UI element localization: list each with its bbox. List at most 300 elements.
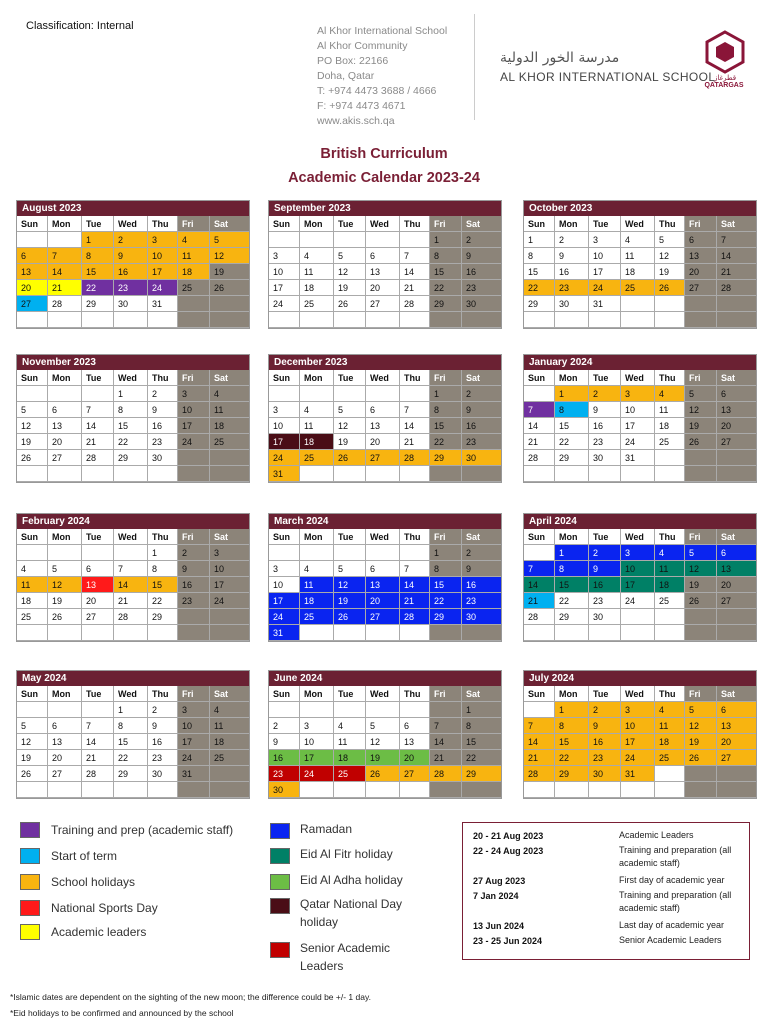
school-address-block: [317, 24, 447, 129]
day-cell: 6: [366, 248, 400, 264]
empty-cell: [621, 782, 655, 798]
day-cell: 15: [524, 264, 555, 280]
day-cell: 12: [17, 734, 48, 750]
empty-cell: [430, 312, 462, 328]
day-cell: 19: [334, 434, 366, 450]
day-cell: 23: [462, 280, 501, 296]
day-cell: 8: [430, 248, 462, 264]
month-9: [16, 670, 250, 799]
empty-cell: [524, 312, 555, 328]
day-header: Tue: [334, 370, 366, 386]
day-cell: 6: [366, 402, 400, 418]
day-cell: 9: [114, 248, 148, 264]
day-cell: 30: [114, 296, 148, 312]
day-cell: 15: [430, 577, 462, 593]
empty-cell: [717, 782, 756, 798]
day-cell: 14: [82, 734, 114, 750]
day-cell: 28: [400, 296, 430, 312]
day-cell: 20: [717, 418, 756, 434]
day-cell: 9: [462, 561, 501, 577]
legend-swatch: [20, 874, 40, 890]
month-days-grid: [524, 686, 756, 798]
empty-cell: [334, 625, 366, 641]
day-cell: 14: [524, 577, 555, 593]
day-cell: 14: [400, 264, 430, 280]
day-cell: 3: [621, 545, 655, 561]
day-cell: 15: [114, 734, 148, 750]
key-date: 13 Jun 2024: [473, 921, 525, 931]
day-cell: 25: [655, 434, 685, 450]
empty-cell: [366, 312, 400, 328]
month-days-grid: [269, 216, 501, 328]
day-cell: 5: [334, 248, 366, 264]
empty-cell: [685, 609, 717, 625]
day-cell: 28: [717, 280, 756, 296]
legend-swatch: [270, 942, 290, 958]
day-header: Sat: [210, 529, 249, 545]
day-cell: 15: [430, 418, 462, 434]
day-cell: 29: [430, 450, 462, 466]
day-cell: 3: [621, 702, 655, 718]
empty-cell: [300, 386, 334, 402]
day-cell: 12: [334, 418, 366, 434]
empty-cell: [17, 386, 48, 402]
day-cell: 3: [269, 402, 300, 418]
empty-cell: [269, 232, 300, 248]
day-cell: 16: [462, 577, 501, 593]
empty-cell: [400, 782, 430, 798]
day-header: Tue: [589, 529, 621, 545]
day-cell: 4: [655, 702, 685, 718]
day-cell: 16: [269, 750, 300, 766]
day-cell: 7: [82, 402, 114, 418]
day-cell: 3: [210, 545, 249, 561]
school-arabic-name: مدرسة الخور الدولية: [500, 50, 620, 66]
day-cell: 28: [400, 609, 430, 625]
empty-cell: [148, 312, 178, 328]
empty-cell: [366, 386, 400, 402]
day-cell: 8: [82, 248, 114, 264]
day-cell: 26: [17, 766, 48, 782]
day-cell: 1: [430, 386, 462, 402]
empty-cell: [82, 466, 114, 482]
day-cell: 25: [300, 296, 334, 312]
day-cell: 14: [114, 577, 148, 593]
day-cell: 18: [655, 418, 685, 434]
key-date-label: Training and preparation (all academic staff): [619, 890, 732, 913]
day-cell: 9: [148, 718, 178, 734]
day-header: Sun: [524, 529, 555, 545]
day-cell: 8: [524, 248, 555, 264]
empty-cell: [300, 702, 334, 718]
month-0: [16, 200, 250, 329]
month-7: [268, 513, 502, 642]
legend-label: Start of term: [51, 849, 118, 863]
day-cell: 25: [300, 450, 334, 466]
day-cell: 30: [148, 450, 178, 466]
day-cell: 30: [462, 609, 501, 625]
empty-cell: [48, 466, 82, 482]
day-cell: 3: [589, 232, 621, 248]
empty-cell: [555, 466, 589, 482]
day-cell: 31: [621, 450, 655, 466]
day-cell: 28: [400, 450, 430, 466]
day-header: Thu: [148, 370, 178, 386]
day-cell: 2: [148, 386, 178, 402]
day-cell: 8: [430, 402, 462, 418]
day-cell: 12: [685, 561, 717, 577]
day-cell: 2: [555, 232, 589, 248]
day-cell: 24: [178, 750, 210, 766]
day-header: Tue: [589, 686, 621, 702]
day-header: Mon: [555, 370, 589, 386]
day-header: Wed: [114, 216, 148, 232]
day-cell: 17: [269, 434, 300, 450]
day-header: Tue: [82, 686, 114, 702]
day-cell: 31: [621, 766, 655, 782]
day-cell: 1: [430, 232, 462, 248]
day-cell: 21: [82, 434, 114, 450]
empty-cell: [300, 545, 334, 561]
day-cell: 12: [48, 577, 82, 593]
day-cell: 15: [114, 418, 148, 434]
day-cell: 24: [621, 593, 655, 609]
day-cell: 21: [524, 593, 555, 609]
empty-cell: [717, 609, 756, 625]
day-cell: 3: [269, 561, 300, 577]
day-header: Sat: [462, 370, 501, 386]
day-cell: 25: [210, 750, 249, 766]
empty-cell: [717, 296, 756, 312]
day-cell: 27: [17, 296, 48, 312]
empty-cell: [17, 312, 48, 328]
day-cell: 2: [462, 545, 501, 561]
day-cell: 23: [269, 766, 300, 782]
day-cell: 26: [17, 450, 48, 466]
day-cell: 23: [462, 593, 501, 609]
day-cell: 20: [82, 593, 114, 609]
day-header: Thu: [400, 686, 430, 702]
day-cell: 14: [48, 264, 82, 280]
empty-cell: [400, 702, 430, 718]
month-1: [268, 200, 502, 329]
day-cell: 28: [82, 766, 114, 782]
day-cell: 8: [462, 718, 501, 734]
day-cell: 6: [717, 545, 756, 561]
day-header: Fri: [685, 529, 717, 545]
day-cell: 12: [17, 418, 48, 434]
day-cell: 3: [621, 386, 655, 402]
day-cell: 20: [366, 593, 400, 609]
day-cell: 25: [210, 434, 249, 450]
month-days-grid: [17, 686, 249, 798]
day-cell: 5: [334, 402, 366, 418]
empty-cell: [400, 545, 430, 561]
month-title: January 2024: [524, 355, 756, 370]
day-cell: 28: [524, 609, 555, 625]
empty-cell: [210, 466, 249, 482]
empty-cell: [462, 782, 501, 798]
day-header: Fri: [430, 370, 462, 386]
day-cell: 5: [655, 232, 685, 248]
legend-label: School holidays: [51, 875, 136, 889]
day-cell: 19: [17, 434, 48, 450]
day-header: Sun: [524, 370, 555, 386]
day-cell: 10: [300, 734, 334, 750]
day-cell: 25: [178, 280, 210, 296]
page-title: British Curriculum: [320, 146, 448, 162]
day-cell: 11: [621, 248, 655, 264]
day-header: Tue: [589, 216, 621, 232]
month-title: June 2024: [269, 671, 501, 686]
day-cell: 21: [430, 750, 462, 766]
empty-cell: [655, 782, 685, 798]
day-cell: 21: [400, 434, 430, 450]
month-days-grid: [524, 216, 756, 328]
empty-cell: [524, 782, 555, 798]
day-header: Fri: [178, 216, 210, 232]
day-cell: 13: [717, 718, 756, 734]
day-cell: 5: [366, 718, 400, 734]
empty-cell: [82, 702, 114, 718]
empty-cell: [178, 609, 210, 625]
empty-cell: [621, 609, 655, 625]
empty-cell: [555, 782, 589, 798]
day-header: Wed: [366, 216, 400, 232]
website-link[interactable]: www.akis.sch.qa: [317, 115, 395, 127]
day-cell: 7: [48, 248, 82, 264]
month-days-grid: [269, 686, 501, 798]
day-cell: 8: [114, 718, 148, 734]
empty-cell: [17, 782, 48, 798]
empty-cell: [621, 466, 655, 482]
empty-cell: [114, 466, 148, 482]
day-cell: 1: [114, 702, 148, 718]
day-cell: 11: [300, 264, 334, 280]
day-cell: 15: [555, 418, 589, 434]
day-header: Wed: [114, 529, 148, 545]
day-cell: 31: [269, 625, 300, 641]
day-cell: 19: [334, 593, 366, 609]
day-cell: 9: [269, 734, 300, 750]
day-cell: 17: [300, 750, 334, 766]
day-header: Sun: [269, 216, 300, 232]
legend-swatch: [270, 898, 290, 914]
empty-cell: [524, 625, 555, 641]
day-cell: 16: [462, 264, 501, 280]
day-cell: 17: [178, 734, 210, 750]
empty-cell: [400, 625, 430, 641]
key-date: 27 Aug 2023: [473, 876, 526, 886]
empty-cell: [300, 232, 334, 248]
day-cell: 6: [717, 386, 756, 402]
day-header: Mon: [300, 529, 334, 545]
day-header: Fri: [430, 216, 462, 232]
day-cell: 24: [269, 450, 300, 466]
day-header: Tue: [334, 216, 366, 232]
empty-cell: [148, 625, 178, 641]
day-header: Tue: [82, 529, 114, 545]
day-cell: 18: [621, 264, 655, 280]
month-10: [268, 670, 502, 799]
day-cell: 3: [148, 232, 178, 248]
empty-cell: [178, 450, 210, 466]
empty-cell: [334, 312, 366, 328]
day-cell: 1: [82, 232, 114, 248]
empty-cell: [334, 232, 366, 248]
day-cell: 1: [524, 232, 555, 248]
empty-cell: [400, 386, 430, 402]
day-cell: 18: [210, 418, 249, 434]
logo-arabic-text: قطرغاز: [713, 74, 737, 82]
day-cell: 19: [655, 264, 685, 280]
day-cell: 17: [269, 280, 300, 296]
footnote-eid: *Eid holidays to be confirmed and announced by the school: [10, 1008, 234, 1018]
month-title: October 2023: [524, 201, 756, 216]
empty-cell: [430, 782, 462, 798]
day-cell: 6: [366, 561, 400, 577]
day-header: Sat: [462, 216, 501, 232]
day-cell: 26: [334, 609, 366, 625]
key-date-label: Last day of academic year: [619, 920, 725, 930]
empty-cell: [114, 625, 148, 641]
day-header: Fri: [178, 370, 210, 386]
day-cell: 14: [430, 734, 462, 750]
empty-cell: [717, 625, 756, 641]
day-cell: 18: [300, 593, 334, 609]
day-cell: 26: [685, 593, 717, 609]
month-6: [16, 513, 250, 642]
day-cell: 24: [178, 434, 210, 450]
empty-cell: [462, 312, 501, 328]
day-cell: 20: [717, 734, 756, 750]
day-cell: 29: [82, 296, 114, 312]
day-header: Thu: [400, 216, 430, 232]
empty-cell: [210, 766, 249, 782]
empty-cell: [210, 296, 249, 312]
day-cell: 20: [400, 750, 430, 766]
day-cell: 8: [555, 718, 589, 734]
day-cell: 5: [17, 718, 48, 734]
day-header: Thu: [655, 686, 685, 702]
day-header: Fri: [685, 686, 717, 702]
empty-cell: [400, 232, 430, 248]
day-cell: 10: [178, 718, 210, 734]
day-cell: 11: [300, 577, 334, 593]
day-cell: 12: [655, 248, 685, 264]
day-header: Sat: [717, 529, 756, 545]
day-cell: 11: [655, 561, 685, 577]
day-cell: 22: [430, 434, 462, 450]
month-title: November 2023: [17, 355, 249, 370]
empty-cell: [366, 466, 400, 482]
day-cell: 17: [269, 593, 300, 609]
month-title: April 2024: [524, 514, 756, 529]
day-cell: 20: [48, 750, 82, 766]
day-cell: 15: [555, 577, 589, 593]
day-header: Mon: [300, 370, 334, 386]
day-cell: 7: [400, 561, 430, 577]
empty-cell: [621, 625, 655, 641]
day-cell: 14: [524, 418, 555, 434]
day-cell: 15: [148, 577, 178, 593]
logo-text: QATARGAS: [704, 82, 744, 89]
day-header: Sat: [462, 686, 501, 702]
day-cell: 20: [366, 434, 400, 450]
day-cell: 22: [114, 434, 148, 450]
day-cell: 16: [555, 264, 589, 280]
day-cell: 9: [148, 402, 178, 418]
empty-cell: [462, 625, 501, 641]
day-cell: 5: [17, 402, 48, 418]
day-cell: 24: [621, 434, 655, 450]
day-cell: 16: [148, 418, 178, 434]
empty-cell: [178, 312, 210, 328]
month-title: March 2024: [269, 514, 501, 529]
day-cell: 9: [589, 402, 621, 418]
day-cell: 4: [178, 232, 210, 248]
empty-cell: [717, 450, 756, 466]
legend-swatch: [270, 848, 290, 864]
day-cell: 31: [148, 296, 178, 312]
day-header: Thu: [148, 686, 178, 702]
day-header: Sat: [717, 370, 756, 386]
day-cell: 16: [589, 577, 621, 593]
day-header: Sat: [210, 216, 249, 232]
empty-cell: [334, 466, 366, 482]
day-cell: 29: [114, 766, 148, 782]
empty-cell: [366, 545, 400, 561]
day-header: Mon: [300, 686, 334, 702]
day-cell: 14: [400, 577, 430, 593]
month-days-grid: [269, 370, 501, 482]
day-cell: 10: [621, 402, 655, 418]
day-header: Mon: [48, 686, 82, 702]
day-cell: 28: [82, 450, 114, 466]
day-cell: 28: [524, 766, 555, 782]
day-cell: 8: [148, 561, 178, 577]
empty-cell: [685, 450, 717, 466]
day-cell: 25: [334, 766, 366, 782]
day-cell: 26: [366, 766, 400, 782]
empty-cell: [148, 466, 178, 482]
month-title: August 2023: [17, 201, 249, 216]
day-header: Wed: [366, 529, 400, 545]
day-cell: 13: [717, 561, 756, 577]
day-cell: 23: [589, 750, 621, 766]
day-cell: 22: [114, 750, 148, 766]
empty-cell: [400, 312, 430, 328]
day-header: Thu: [655, 216, 685, 232]
day-cell: 30: [462, 450, 501, 466]
empty-cell: [430, 466, 462, 482]
day-cell: 11: [178, 248, 210, 264]
empty-cell: [300, 782, 334, 798]
day-header: Fri: [178, 686, 210, 702]
day-cell: 27: [48, 450, 82, 466]
month-4: [268, 354, 502, 483]
day-cell: 5: [685, 386, 717, 402]
day-header: Sun: [17, 370, 48, 386]
day-header: Sun: [269, 686, 300, 702]
empty-cell: [524, 386, 555, 402]
day-cell: 12: [366, 734, 400, 750]
day-cell: 10: [621, 561, 655, 577]
day-cell: 26: [210, 280, 249, 296]
month-title: December 2023: [269, 355, 501, 370]
day-cell: 27: [366, 296, 400, 312]
empty-cell: [655, 312, 685, 328]
